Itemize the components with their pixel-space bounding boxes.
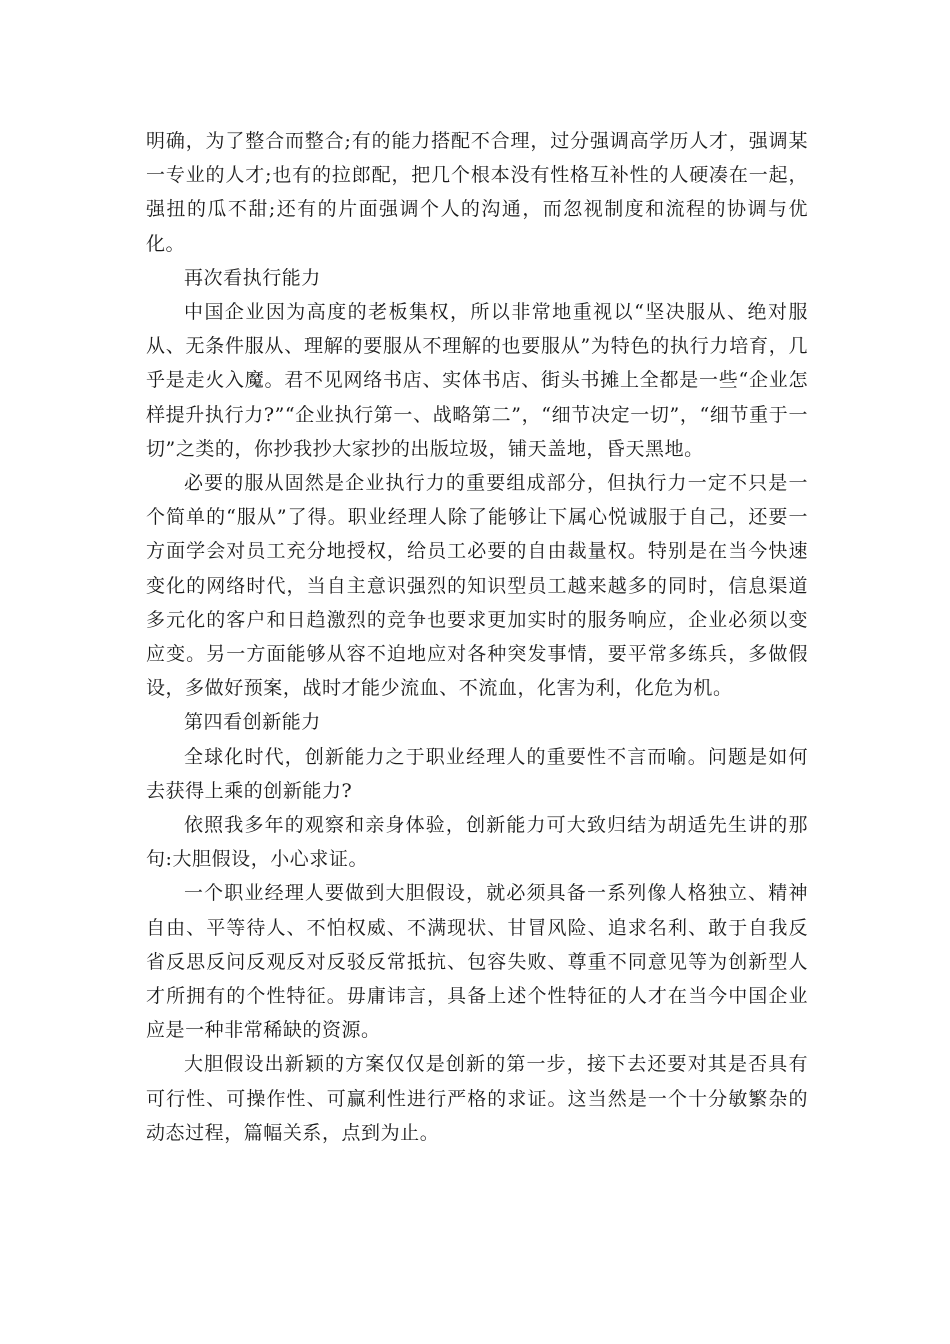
section-heading-innovation: 第四看创新能力 [184,711,321,734]
paragraph-1: 明确，为了整合而整合;有的能力搭配不合理，过分强调高学历人才，强调某一专业的人才;也有的拉郎配，把几个根本没有性格互补性的人硬凑在一起，强扭的瓜不甜;还有的片面强调个人的沟通，而忽视制度和流程的协调与优化。 [146,130,808,255]
paragraph-3: 中国企业因为高度的老板集权，所以非常地重视以“坚决服从、绝对服从、无条件服从、理解的要服从不理解的也要服从”为特色的执行力培育，几乎是走火入魔。君不见网络书店、实体书店、街头书摊上全都是一些“企业怎样提升执行力?”“企业执行第一、战略第二”，“细节决定一切”，“细节重于一切”之类的，你抄我抄大家抄的出版垃圾，铺天盖地，昏天黑地。 [146,301,808,460]
document-body [146,124,808,1150]
section-heading-execution: 再次看执行能力 [184,266,321,289]
paragraph-9: 大胆假设出新颖的方案仅仅是创新的第一步，接下去还要对其是否具有可行性、可操作性、可赢利性进行严格的求证。这当然是一个十分敏繁杂的动态过程，篇幅关系，点到为止。 [146,1053,808,1144]
paragraph-8: 一个职业经理人要做到大胆假设，就必须具备一系列像人格独立、精神自由、平等待人、不怕权威、不满现状、甘冒风险、追求名利、敢于自我反省反思反问反观反对反驳反常抵抗、包容失败、尊重不同意见等为创新型人才所拥有的个性特征。毋庸讳言，具备上述个性特征的人才在当今中国企业应是一种非常稀缺的资源。 [146,882,808,1042]
paragraph-4: 必要的服从固然是企业执行力的重要组成部分，但执行力一定不只是一个简单的“服从”了得。职业经理人除了能够让下属心悦诚服于自己，还要一方面学会对员工充分地授权，给员工必要的自由裁量权。特别是在当今快速变化的网络时代，当自主意识强烈的知识型员工越来越多的同时，信息渠道多元化的客户和日趋激烈的竞争也要求更加实时的服务响应，企业必须以变应变。另一方面能够从容不迫地应对各种突发事情，要平常多练兵，多做假设，多做好预案，战时才能少流血、不流血，化害为利，化危为机。 [146,472,808,700]
paragraph-6: 全球化时代，创新能力之于职业经理人的重要性不言而喻。问题是如何去获得上乘的创新能力? [146,745,808,802]
paragraph-7: 依照我多年的观察和亲身体验，创新能力可大致归结为胡适先生讲的那句:大胆假设，小心求证。 [146,814,808,871]
